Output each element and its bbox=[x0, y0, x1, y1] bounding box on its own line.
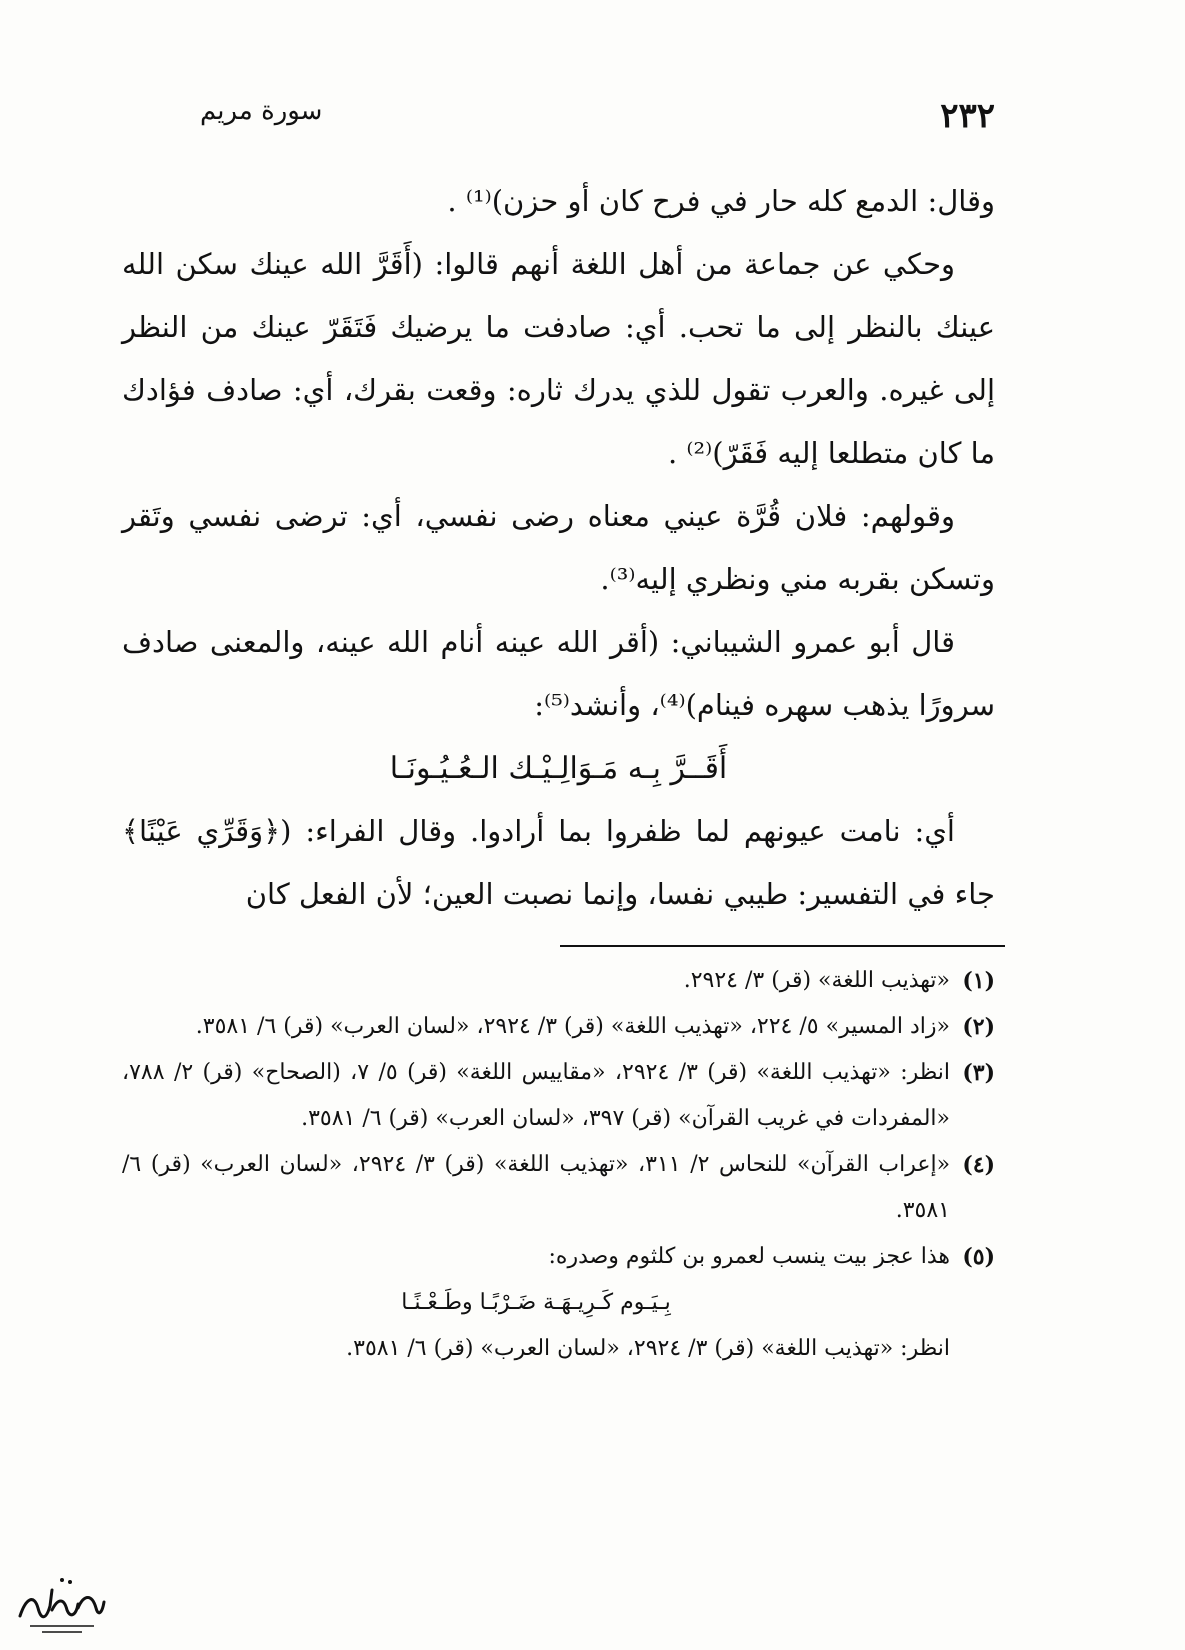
footnote-reference: انظر: «تهذيب اللغة» (قر) ٣/ ٢٩٢٤، «لسان العرب» (قر) ٦/ ٣٥٨١. bbox=[346, 1336, 950, 1361]
footnote-text: «إعراب القرآن» للنحاس ٢/ ٣١١، «تهذيب اللغة» (قر) ٣/ ٢٩٢٤، «لسان العرب» (قر) ٦/ ٣٥٨١. bbox=[122, 1152, 951, 1223]
page-header bbox=[200, 96, 995, 146]
footnote bbox=[122, 958, 995, 1004]
footnote-text: «تهذيب اللغة» (قر) ٣/ ٢٩٢٤. bbox=[683, 968, 950, 993]
paragraph: وحكي عن جماعة من أهل اللغة أنهم قالوا: (أَقَرَّ الله عينك سكن الله عينك بالنظر إلى ما تحب. أي: صادفت ما يرضيك فَتَقَرّ عينك من النظر إلى غيره. والعرب تقول للذي يدرك ثاره: وقعت بقرك، أي: صادف فؤادك ما كان متطلعا إليه فَقَرّ)⁽²⁾ . bbox=[122, 247, 995, 470]
footnote-verse: بِـيَـوم كَـرِيـهَـة ضَـرْبًـا وطَـعْـنًـا bbox=[401, 1290, 671, 1315]
paragraph: وقال: الدمع كله حار في فرح كان أو حزن)⁽¹⁾ . bbox=[447, 184, 995, 218]
footnote-text: «زاد المسير» ٥/ ٢٢٤، «تهذيب اللغة» (قر) ٣/ ٢٩٢٤، «لسان العرب» (قر) ٦/ ٣٥٨١. bbox=[195, 1014, 950, 1039]
footnote bbox=[122, 1050, 995, 1142]
publisher-stamp-logo bbox=[12, 1568, 107, 1643]
footnote-number: (٤) bbox=[962, 1152, 995, 1178]
footnote bbox=[122, 1142, 995, 1234]
footnote-text: انظر: «تهذيب اللغة» (قر) ٣/ ٢٩٢٤، «مقاييس اللغة» (قر) ٥/ ٧، (الصحاح» (قر) ٢/ ٧٨٨، «المفردات في غريب القرآن» (قر) ٣٩٧، «لسان العرب» (قر) ٦/ ٣٥٨١. bbox=[122, 1060, 951, 1131]
page-number: ٢٣٢ bbox=[940, 96, 995, 136]
surah-title: سورة مريم bbox=[200, 96, 323, 126]
footnote-number: (٣) bbox=[962, 1060, 995, 1086]
footnote-number: (١) bbox=[962, 968, 995, 994]
footnote bbox=[122, 1234, 995, 1280]
footnotes bbox=[122, 958, 995, 1372]
paragraph: قال أبو عمرو الشيباني: (أقر الله عينه أنام الله عينه، والمعنى صادف سرورًا يذهب سهره فينام)⁽⁴⁾، وأنشد⁽⁵⁾: bbox=[122, 625, 995, 722]
footnote-text: هذا عجز بيت ينسب لعمرو بن كلثوم وصدره: bbox=[548, 1244, 950, 1269]
paragraph: وقولهم: فلان قُرَّة عيني معناه رضى نفسي، أي: ترضى نفسي وتَقر وتسكن بقربه مني ونظري إليه⁽³⁾. bbox=[122, 499, 995, 596]
poetry-verse: أَقَــرَّ بِـه مَـوَالِـيْـك الـعُـيُـونَـا bbox=[389, 751, 728, 786]
main-text bbox=[122, 170, 995, 926]
footnote-divider bbox=[560, 945, 1005, 947]
footnote bbox=[122, 1004, 995, 1050]
paragraph: أي: نامت عيونهم لما ظفروا بما أرادوا. وقال الفراء: (﴿وَقَرِّي عَيْنًا﴾ جاء في التفسير: طيبي نفسا، وإنما نصبت العين؛ لأن الفعل كان bbox=[122, 814, 995, 911]
footnote-number: (٢) bbox=[962, 1014, 995, 1040]
footnote-number: (٥) bbox=[962, 1244, 995, 1270]
